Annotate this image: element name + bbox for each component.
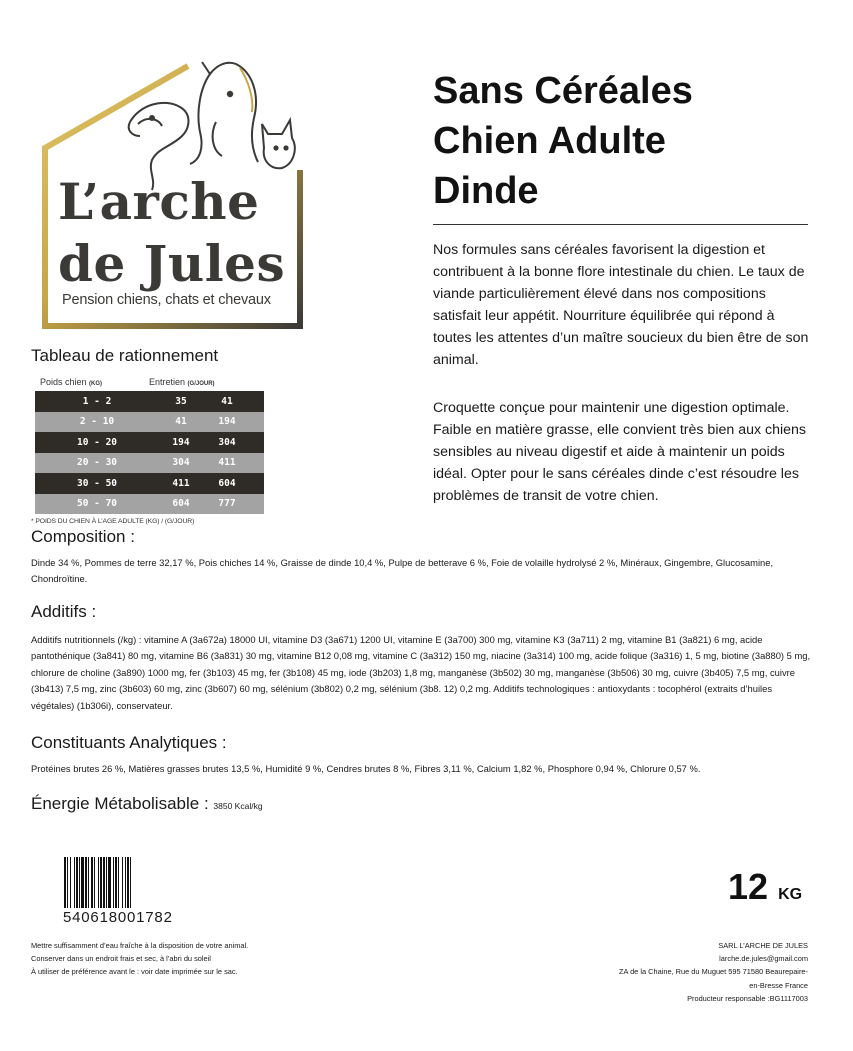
cat-illustration xyxy=(262,120,295,168)
ration-col-maint-label: Entretien xyxy=(149,377,186,387)
barcode-bar xyxy=(115,857,117,908)
ration-weight: 2 - 10 xyxy=(79,416,115,428)
barcode-bar xyxy=(113,857,114,908)
barcode-bar xyxy=(106,857,107,908)
product-description-2: Croquette conçue pour maintenir une digestion optimale. Faible en matière grasse, elle convient très bien aux chiens sensibles au niveau digestif et aide à maintenir un poids idéal. Opter pour le sans céréales dinde c’est résoudre les problèmes de transit de votre chien. xyxy=(433,400,807,504)
ration-weight: 1 - 2 xyxy=(82,395,112,407)
producer-address: ZA de la Chaine, Rue du Muguet 595 71580 Beaurepaire- xyxy=(618,967,808,977)
ration-min: 35 xyxy=(175,395,187,407)
barcode-bar xyxy=(91,857,93,908)
product-title-line: Chien Adulte xyxy=(433,120,666,162)
ration-min: 411 xyxy=(172,477,190,489)
barcode-bar xyxy=(88,857,89,908)
barcode-bar xyxy=(81,857,84,908)
barcode-bar xyxy=(100,857,102,908)
product-title-line: Sans Céréales xyxy=(433,70,693,112)
ration-max: 304 xyxy=(218,436,236,448)
net-weight xyxy=(728,866,802,908)
barcode-bar xyxy=(122,857,123,908)
producer-id: Producteur responsable :BG1117003 xyxy=(687,993,808,1003)
barcode-bar xyxy=(74,857,75,908)
ration-col-maintenance xyxy=(149,377,215,387)
barcode-bar xyxy=(118,857,119,908)
barcode-bar xyxy=(127,857,129,908)
ration-footnote: * POIDS DU CHIEN À L’AGE ADULTE (KG) / (G/JOUR) xyxy=(31,518,195,525)
ration-weight: 10 - 20 xyxy=(76,436,118,448)
constituents-title: Constituants Analytiques : xyxy=(31,733,227,752)
ration-row xyxy=(35,412,264,433)
ration-weight: 50 - 70 xyxy=(76,498,118,510)
ration-col-weight-unit: (KG) xyxy=(89,381,103,387)
additives-title: Additifs : xyxy=(31,602,97,621)
net-weight-value: 12 xyxy=(728,866,769,907)
brand-logo xyxy=(40,52,305,334)
ration-max: 41 xyxy=(221,395,233,407)
net-weight-unit: KG xyxy=(778,886,803,903)
barcode-bar xyxy=(98,857,99,908)
storage-instructions xyxy=(31,939,248,979)
storage-line: À utiliser de préférence avant le : voir date imprimée sur le sac. xyxy=(31,967,238,977)
ration-min: 604 xyxy=(172,498,190,510)
ration-min: 194 xyxy=(172,436,190,448)
producer-info xyxy=(560,939,808,1005)
ration-weight: 30 - 50 xyxy=(76,477,118,489)
barcode-bar xyxy=(76,857,78,908)
barcode-number: 540618001782 xyxy=(63,909,173,926)
product-description-1: Nos formules sans céréales favorisent la digestion et contribuent à la bonne flore intestinale du chien. Le taux de viande particulièrement élevé dans nos compositions satisfait leur appétit. Nourriture équilibrée qui répond à toutes les attentes d’un maître soucieux du bien être de son animal. xyxy=(433,242,809,368)
storage-line: Conserver dans un endroit frais et sec, à l’abri du soleil xyxy=(31,954,211,964)
ration-row xyxy=(35,391,264,412)
barcode-bar xyxy=(67,857,68,908)
brand-name-line2: de Jules xyxy=(58,234,286,293)
energy-heading xyxy=(31,794,263,814)
barcode xyxy=(63,857,183,908)
title-divider xyxy=(433,224,808,225)
barcode-bar xyxy=(79,857,80,908)
ration-row xyxy=(35,432,264,453)
barcode-bar xyxy=(85,857,87,908)
composition-text: Dinde 34 %, Pommes de terre 32,17 %, Pois chiches 14 %, Graisse de dinde 10,4 %, Pulpe de betterave 6 %, Foie de volaille hydrolysé 2 %, Minéraux, Gingembre, Glucosamine, Chondroïtine. xyxy=(31,557,774,585)
ration-row xyxy=(35,453,264,474)
product-title-line: Dinde xyxy=(433,170,539,212)
producer-email: larche.de.jules@gmail.com xyxy=(719,954,808,964)
ration-row xyxy=(35,473,264,494)
ration-min: 304 xyxy=(172,457,190,469)
additives-text: Additifs nutritionnels (/kg) : vitamine A (3a672a) 18000 UI, vitamine D3 (3a671) 1200 UI, vitamine E (3a700) 300 mg, vitamine K3 (3a711) 2 mg, vitamine B1 (3a821) 6 mg, acide pantothénique (3a841) 80 mg, vitamine B6 (3a831) 30 mg, vitamine B12 0,08 mg, vitamine C (3a312) 150 mg, niacine (3a314) 100 mg, acide folique (3a316) 1, 5 mg, biotine (3a880) 5 mg, chlorure de choline (3a890) 1000 mg, fer (3b103) 45 mg, fer (3b108) 45 mg, iode (3b203) 1,8 mg, manganèse (3b502) 30 mg, manganèse (3b506) 30 mg, cuivre (3b405) 7,5 mg, cuivre (3b413) 7,5 mg, zinc (3b603) 60 mg, zinc (3b607) 60 mg, sélénium (3b802) 0,2 mg, sélénium (3b8. 12) 0,2 mg. Additifs technologiques : antioxydants : tocophérol (extraits d’huiles végétales) (1b306i), conservateur. xyxy=(31,634,811,711)
ration-max: 777 xyxy=(218,498,236,510)
ration-table xyxy=(35,391,264,514)
producer-address: en-Bresse France xyxy=(749,980,808,990)
brand-tagline: Pension chiens, chats et chevaux xyxy=(62,292,271,308)
ration-min: 41 xyxy=(175,416,187,428)
ration-col-maint-unit: (G/JOUR) xyxy=(187,381,215,387)
ration-col-weight-label: Poids chien xyxy=(40,377,87,387)
ration-col-weight xyxy=(40,377,102,387)
product-title xyxy=(433,66,693,216)
horse-illustration xyxy=(190,62,258,164)
barcode-bar xyxy=(64,857,66,908)
barcode-bar xyxy=(103,857,105,908)
storage-line: Mettre suffisamment d’eau fraîche à la disposition de votre animal. xyxy=(31,941,249,950)
barcode-bar xyxy=(70,857,71,908)
constituents-text: Protéines brutes 26 %, Matières grasses brutes 13,5 %, Humidité 9 %, Cendres brutes 8 %, Fibres 3,11 %, Calcium 1,82 %, Phosphore 0,94 %, Chlorure 0,57 %. xyxy=(31,763,701,774)
barcode-bar xyxy=(125,857,126,908)
ration-max: 194 xyxy=(218,416,236,428)
ration-table-title: Tableau de rationnement xyxy=(31,346,219,365)
barcode-bar xyxy=(94,857,95,908)
ration-weight: 20 - 30 xyxy=(76,457,118,469)
energy-title: Énergie Métabolisable : xyxy=(31,794,209,813)
barcode-bar xyxy=(108,857,111,908)
ration-max: 604 xyxy=(218,477,236,489)
ration-max: 411 xyxy=(218,457,236,469)
composition-title: Composition : xyxy=(31,527,135,546)
ration-row xyxy=(35,494,264,515)
producer-company: SARL L’ARCHE DE JULES xyxy=(718,941,808,950)
brand-name-line1: L’arche xyxy=(58,172,260,231)
barcode-bar xyxy=(130,857,131,908)
energy-value: 3850 Kcal/kg xyxy=(213,801,263,811)
